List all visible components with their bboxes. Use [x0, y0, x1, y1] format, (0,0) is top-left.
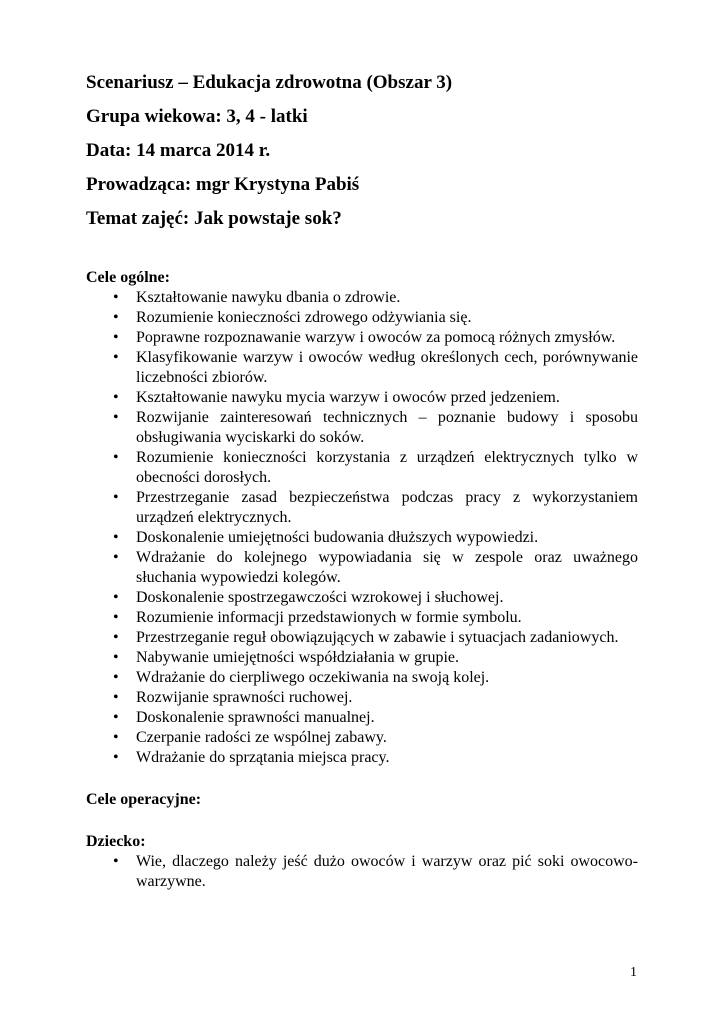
- teacher-line: Prowadząca: mgr Krystyna Pabiś: [86, 174, 360, 195]
- list-item: • Wdrażanie do sprzątania miejsca pracy.: [86, 748, 638, 768]
- document-body: [86, 268, 638, 892]
- list-item: • Rozwijanie zainteresowań technicznych – poznanie budowy i sposobu obsługiwania wyciskarki do soków.: [86, 408, 638, 448]
- list-item: • Rozumienie informacji przedstawionych w formie symbolu.: [86, 608, 638, 628]
- list-item: • Wdrażanie do cierpliwego oczekiwania na swoją kolej.: [86, 668, 638, 688]
- list-item: • Przestrzeganie reguł obowiązujących w zabawie i sytuacjach zadaniowych.: [86, 628, 638, 648]
- general-goals-heading: Cele ogólne:: [86, 269, 170, 286]
- list-item: • Nabywanie umiejętności współdziałania w grupie.: [86, 648, 638, 668]
- operational-goals-heading: Cele operacyjne:: [86, 791, 202, 808]
- list-item: • Rozumienie konieczności korzystania z urządzeń elektrycznych tylko w obecności dorosłych.: [86, 448, 638, 488]
- list-item: • Czerpanie radości ze wspólnej zabawy.: [86, 728, 638, 748]
- general-goals-list: [86, 288, 638, 768]
- list-item: • Kształtowanie nawyku mycia warzyw i owoców przed jedzeniem.: [86, 388, 638, 408]
- date-line: Data: 14 marca 2014 r.: [86, 140, 271, 161]
- list-item: • Poprawne rozpoznawanie warzyw i owoców za pomocą różnych zmysłów.: [86, 328, 638, 348]
- list-item: • Wie, dlaczego należy jeść dużo owoców i warzyw oraz pić soki owocowo- warzywne.: [86, 852, 638, 892]
- list-item: • Doskonalenie sprawności manualnej.: [86, 708, 638, 728]
- spacer: [86, 768, 638, 790]
- spacer: [86, 810, 638, 832]
- document-header: [86, 66, 452, 236]
- child-heading: Dziecko:: [86, 833, 146, 850]
- list-item: • Wdrażanie do kolejnego wypowiadania się w zespole oraz uważnego słuchania wypowiedzi kolegów.: [86, 548, 638, 588]
- list-item: • Doskonalenie spostrzegawczości wzrokowej i słuchowej.: [86, 588, 638, 608]
- topic-line: Temat zajęć: Jak powstaje sok?: [86, 208, 342, 229]
- list-item: • Doskonalenie umiejętności budowania dłuższych wypowiedzi.: [86, 528, 638, 548]
- list-item: • Kształtowanie nawyku dbania o zdrowie.: [86, 288, 638, 308]
- list-item: • Rozumienie konieczności zdrowego odżywiania się.: [86, 308, 638, 328]
- child-goals-list: [86, 852, 638, 892]
- list-item: • Klasyfikowanie warzyw i owoców według określonych cech, porównywanie liczebności zbiorów.: [86, 348, 638, 388]
- list-item: • Rozwijanie sprawności ruchowej.: [86, 688, 638, 708]
- age-group-line: Grupa wiekowa: 3, 4 - latki: [86, 106, 308, 127]
- page-number: 1: [630, 965, 637, 980]
- scenario-title: Scenariusz – Edukacja zdrowotna (Obszar 3): [86, 72, 453, 93]
- list-item: • Przestrzeganie zasad bezpieczeństwa podczas pracy z wykorzystaniem urządzeń elektrycznych.: [86, 488, 638, 528]
